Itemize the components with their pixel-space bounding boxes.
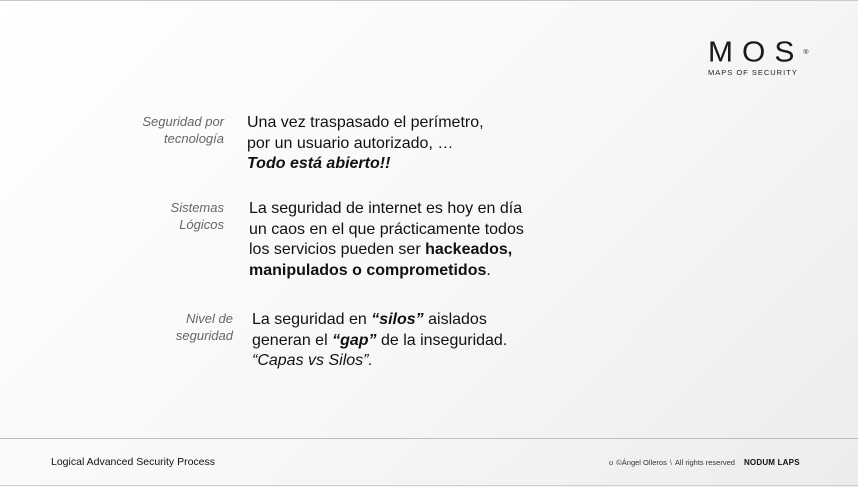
section-text-nivel	[252, 310, 507, 372]
text-span-bold: hackeados,	[425, 241, 513, 258]
text-line: Una vez traspasado el perímetro,	[247, 114, 484, 131]
copyright-text: ©Ángel Olleros	[616, 458, 667, 467]
section-label-sistemas	[171, 199, 224, 233]
label-line: Seguridad por	[142, 114, 224, 129]
text-line	[249, 261, 524, 282]
footer-divider	[0, 438, 858, 439]
text-line-emphasis: Todo está abierto!!	[247, 155, 391, 172]
mos-logo	[708, 36, 818, 77]
text-line: un caos en el que prácticamente todos	[249, 220, 524, 238]
section-label-nivel	[176, 310, 233, 344]
brand-name: NODUM LAPS	[743, 458, 800, 467]
label-line: Lógicos	[179, 217, 224, 232]
logo-subtitle: MAPS OF SECURITY	[708, 68, 798, 77]
text-line	[252, 331, 507, 352]
section-text-sistemas	[249, 199, 524, 281]
text-span: los servicios pueden ser	[249, 241, 426, 258]
text-span: .	[486, 261, 491, 279]
footer-title: Logical Advanced Security Process	[51, 456, 216, 468]
label-line: Nivel de	[186, 311, 233, 326]
text-span-bold: “silos”	[371, 311, 424, 328]
rights-text: All rights reserved	[674, 458, 735, 467]
section-label-tecnologia	[142, 113, 224, 147]
copyright-separator: \	[669, 458, 672, 467]
text-line: La seguridad de internet es hoy en día	[249, 200, 523, 217]
text-span: generan el	[252, 331, 333, 349]
text-span-bold: manipulados o comprometidos	[249, 261, 487, 279]
label-line: tecnología	[164, 131, 224, 146]
nodum-symbol-icon: ʊ	[609, 458, 614, 467]
text-span-bold: “gap”	[332, 331, 377, 349]
label-line: seguridad	[175, 328, 233, 343]
text-span: de la inseguridad.	[376, 331, 508, 349]
text-line	[252, 310, 507, 331]
footer-credits	[609, 458, 800, 467]
logo-mark	[708, 36, 818, 69]
logo-mark-text: MOS	[708, 36, 804, 69]
text-line: por un usuario autorizado, …	[247, 134, 454, 152]
bottom-border	[0, 485, 858, 486]
text-span: aislados	[423, 311, 487, 328]
text-line-italic: “Capas vs Silos”.	[252, 352, 373, 369]
section-text-tecnologia	[247, 113, 484, 175]
text-line	[249, 240, 524, 261]
text-span: La seguridad en	[252, 311, 372, 328]
logo-registered: ®	[803, 49, 809, 56]
label-line: Sistemas	[170, 200, 224, 215]
